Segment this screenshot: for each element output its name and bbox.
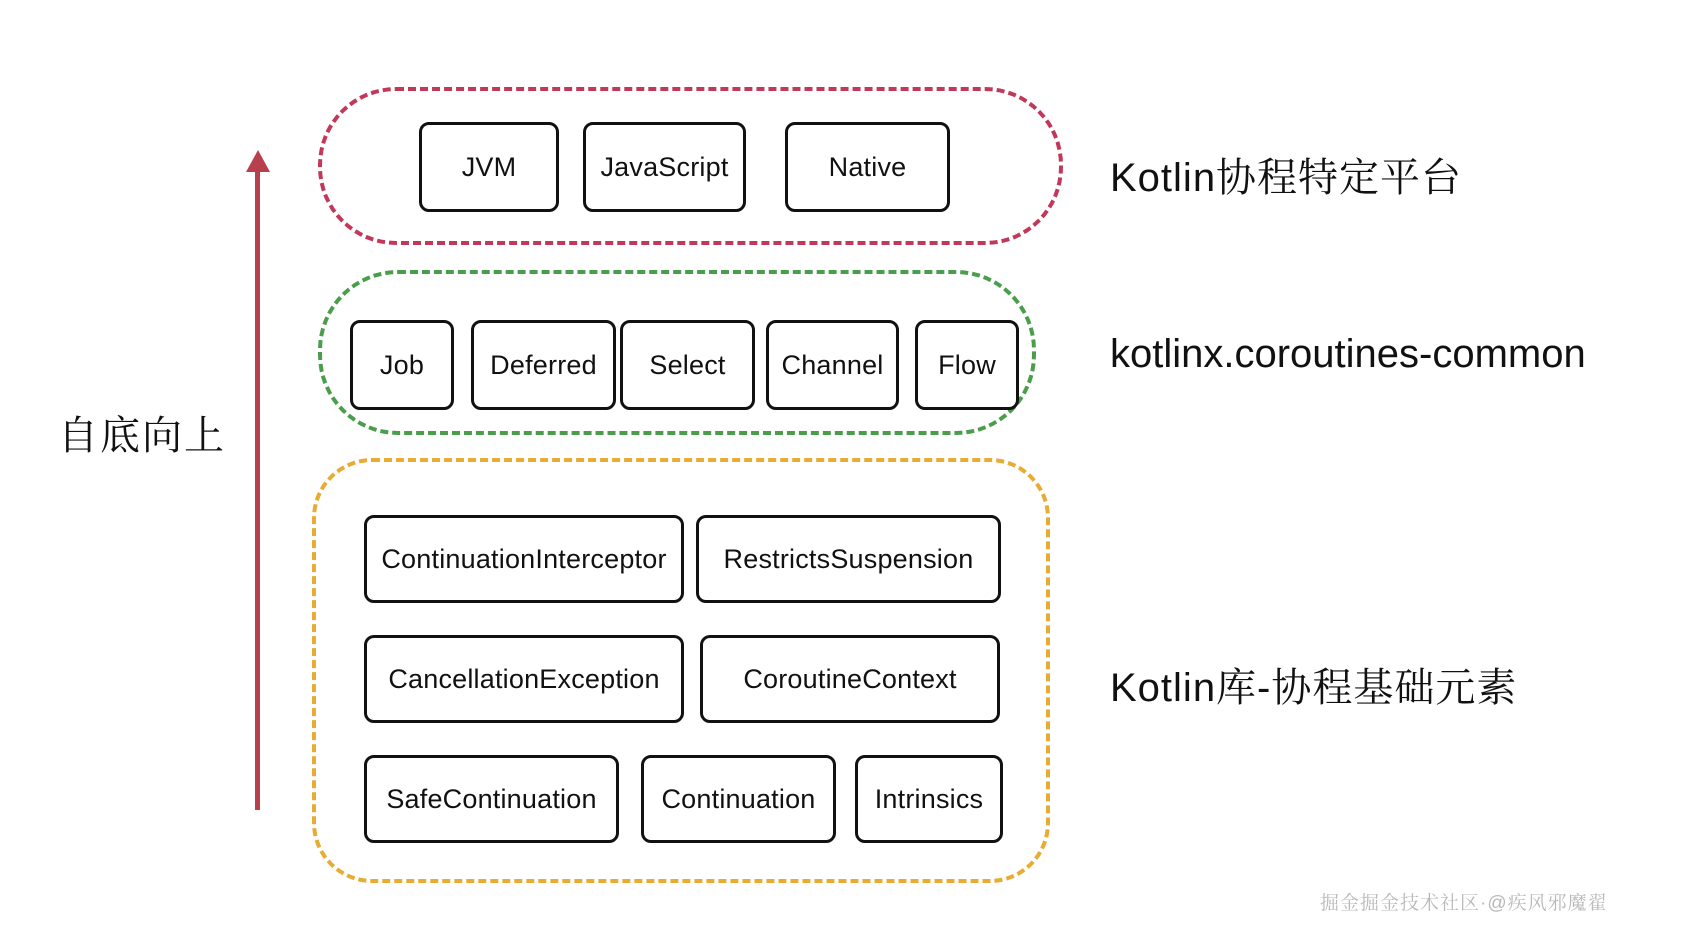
node-restricts-suspension: RestrictsSuspension	[696, 515, 1001, 603]
node-coroutine-context: CoroutineContext	[700, 635, 1000, 723]
caption-base: Kotlin库-协程基础元素	[1110, 666, 1518, 710]
node-intrinsics: Intrinsics	[855, 755, 1003, 843]
node-deferred: Deferred	[471, 320, 616, 410]
node-job: Job	[350, 320, 454, 410]
watermark: 掘金掘金技术社区·@疾风邪魔翟	[1320, 893, 1608, 914]
arrow-shaft	[255, 168, 260, 810]
direction-label: 自底向上	[58, 414, 226, 458]
node-native: Native	[785, 122, 950, 212]
node-jvm: JVM	[419, 122, 559, 212]
upward-arrow	[246, 150, 270, 810]
node-flow: Flow	[915, 320, 1019, 410]
node-select: Select	[620, 320, 755, 410]
node-javascript: JavaScript	[583, 122, 746, 212]
node-safe-continuation: SafeContinuation	[364, 755, 619, 843]
caption-platform: Kotlin协程特定平台	[1110, 156, 1463, 200]
node-continuation: Continuation	[641, 755, 836, 843]
caption-common: kotlinx.coroutines-common	[1110, 332, 1586, 376]
node-cancellation-exception: CancellationException	[364, 635, 684, 723]
node-channel: Channel	[766, 320, 899, 410]
node-continuation-interceptor: ContinuationInterceptor	[364, 515, 684, 603]
